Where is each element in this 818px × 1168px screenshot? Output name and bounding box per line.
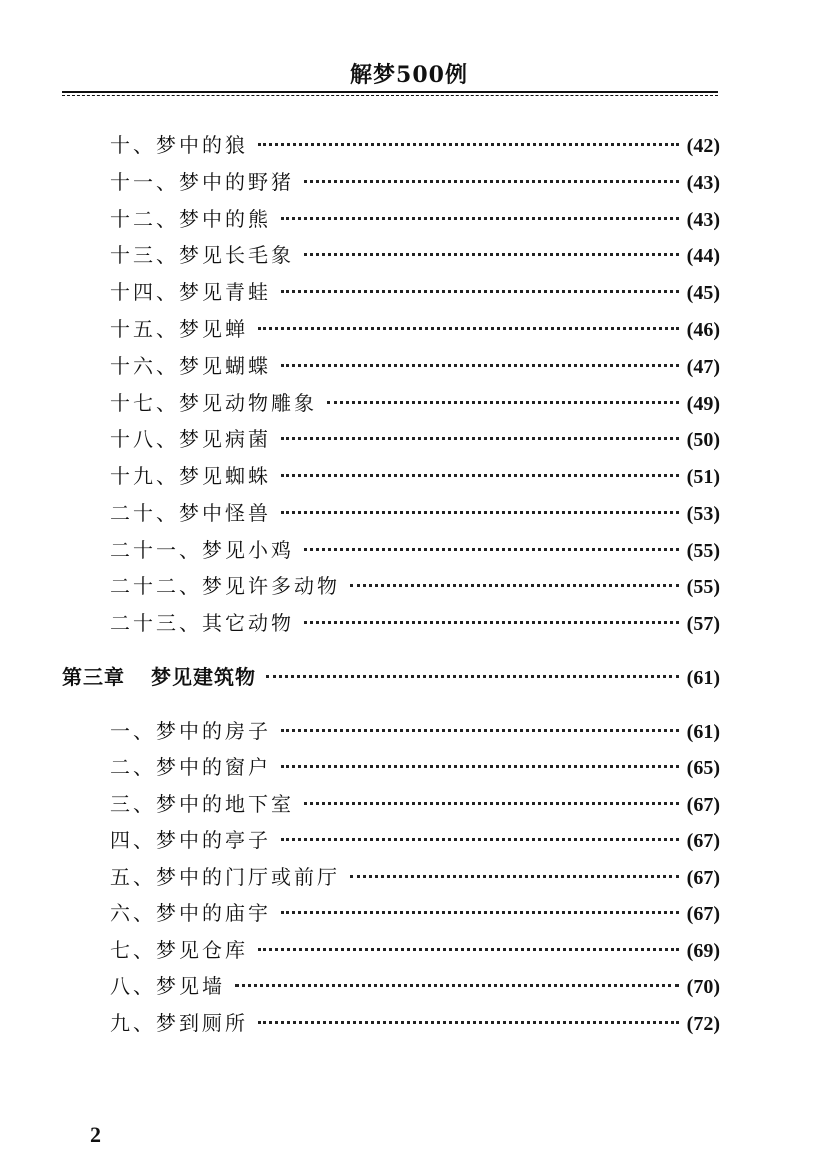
toc-entry-page: (67) — [686, 794, 720, 816]
toc-leader-dots — [258, 1021, 679, 1024]
toc-entry-title: 七、梦见仓库 — [110, 938, 248, 962]
toc-entry-page: (53) — [686, 503, 720, 525]
toc-entry-title: 六、梦中的庙宇 — [110, 901, 271, 925]
toc-entry-page: (43) — [686, 209, 720, 231]
toc-entry-title: 四、梦中的亭子 — [110, 828, 271, 852]
toc-entry-page: (57) — [686, 613, 720, 635]
toc-entry-title: 十八、梦见病菌 — [110, 427, 271, 451]
toc-entry[interactable] — [110, 608, 720, 638]
toc-entry-page: (55) — [686, 540, 720, 562]
toc-leader-dots — [304, 253, 679, 256]
toc-entry-title: 二、梦中的窗户 — [110, 755, 271, 779]
toc-leader-dots — [350, 875, 679, 878]
toc-entry-page: (69) — [686, 940, 720, 962]
toc-leader-dots — [350, 584, 679, 587]
toc-entry-title: 十七、梦见动物雕象 — [110, 391, 317, 415]
toc-entry-title: 十、梦中的狼 — [110, 133, 248, 157]
toc-leader-dots — [258, 143, 679, 146]
toc-entry-page: (49) — [686, 393, 720, 415]
toc-leader-dots — [281, 838, 679, 841]
book-title: 解梦500例 — [350, 62, 468, 88]
toc-entry[interactable] — [110, 277, 720, 307]
toc-leader-dots — [304, 548, 679, 551]
toc-leader-dots — [281, 765, 679, 768]
toc-leader-dots — [281, 290, 679, 293]
toc-entry-title: 十二、梦中的熊 — [110, 207, 271, 231]
toc-leader-dots — [327, 401, 679, 404]
toc-entry-page: (72) — [686, 1013, 720, 1035]
toc-leader-dots — [266, 675, 679, 678]
toc-entry[interactable] — [110, 1008, 720, 1038]
toc-leader-dots — [281, 911, 679, 914]
toc-entry[interactable] — [110, 716, 720, 746]
toc-entry-page: (42) — [686, 135, 720, 157]
chapter-name: 梦见建筑物 — [151, 665, 256, 689]
toc-leader-dots — [281, 474, 679, 477]
toc-entry-title: 五、梦中的门厅或前厅 — [110, 865, 340, 889]
toc-leader-dots — [304, 621, 679, 624]
toc-entry-title: 二十一、梦见小鸡 — [110, 538, 294, 562]
toc-entry[interactable] — [110, 825, 720, 855]
toc-entry-title: 十六、梦见蝴蝶 — [110, 354, 271, 378]
toc-chapter-title — [62, 662, 256, 692]
toc-entry[interactable] — [110, 498, 720, 528]
toc-leader-dots — [304, 180, 679, 183]
toc-entry-page: (51) — [686, 466, 720, 488]
toc-entry[interactable] — [110, 424, 720, 454]
toc-entry-title: 三、梦中的地下室 — [110, 792, 294, 816]
toc-entry[interactable] — [110, 862, 720, 892]
toc-entry[interactable] — [110, 167, 720, 197]
toc-entry-title: 十一、梦中的野猪 — [110, 170, 294, 194]
toc-entry-title: 八、梦见墙 — [110, 974, 225, 998]
toc-entry-page: (46) — [686, 319, 720, 341]
toc-entry[interactable] — [110, 935, 720, 965]
toc-entry-page: (65) — [686, 757, 720, 779]
toc-entry-title: 十三、梦见长毛象 — [110, 243, 294, 267]
toc-entry[interactable] — [110, 314, 720, 344]
toc-entry-page: (61) — [686, 721, 720, 743]
toc-entry-title: 九、梦到厕所 — [110, 1011, 248, 1035]
toc-entry-page: (44) — [686, 245, 720, 267]
toc-leader-dots — [281, 217, 679, 220]
toc-entry[interactable] — [110, 789, 720, 819]
toc-entry[interactable] — [110, 461, 720, 491]
toc-entry-title: 二十、梦中怪兽 — [110, 501, 271, 525]
toc-entry-page: (55) — [686, 576, 720, 598]
toc-entry-page: (70) — [686, 976, 720, 998]
toc-leader-dots — [281, 511, 679, 514]
toc-entry[interactable] — [110, 752, 720, 782]
toc-entry-title: 十九、梦见蜘蛛 — [110, 464, 271, 488]
toc-leader-dots — [304, 802, 679, 805]
toc-entry-title: 二十二、梦见许多动物 — [110, 574, 340, 598]
toc-entry-title: 一、梦中的房子 — [110, 719, 271, 743]
toc-entry-title: 十五、梦见蝉 — [110, 317, 248, 341]
toc-leader-dots — [281, 364, 679, 367]
toc-entry[interactable] — [110, 898, 720, 928]
toc-entry[interactable] — [110, 240, 720, 270]
chapter-number: 第三章 — [62, 665, 125, 689]
toc-entry-title: 二十三、其它动物 — [110, 611, 294, 635]
toc-leader-dots — [281, 437, 679, 440]
toc-leader-dots — [235, 984, 679, 987]
toc-entry-page: (43) — [686, 172, 720, 194]
toc-entry[interactable] — [110, 571, 720, 601]
toc-leader-dots — [258, 327, 679, 330]
toc-chapter-page: (61) — [686, 667, 720, 689]
toc-chapter-heading[interactable] — [62, 662, 720, 692]
toc-leader-dots — [258, 948, 679, 951]
toc-entry-page: (47) — [686, 356, 720, 378]
toc-entry[interactable] — [110, 535, 720, 565]
toc-entry-title: 十四、梦见青蛙 — [110, 280, 271, 304]
toc-entry[interactable] — [110, 388, 720, 418]
toc-entry-page: (67) — [686, 867, 720, 889]
header-rule — [62, 91, 718, 96]
toc-leader-dots — [281, 729, 679, 732]
toc-entry-page: (67) — [686, 903, 720, 925]
toc-entry[interactable] — [110, 971, 720, 1001]
toc-entry[interactable] — [110, 204, 720, 234]
toc-entry[interactable] — [110, 130, 720, 160]
toc-entry-page: (45) — [686, 282, 720, 304]
page-number: 2 — [90, 1122, 101, 1147]
toc-entry[interactable] — [110, 351, 720, 381]
toc-entry-page: (50) — [686, 429, 720, 451]
toc-entry-page: (67) — [686, 830, 720, 852]
